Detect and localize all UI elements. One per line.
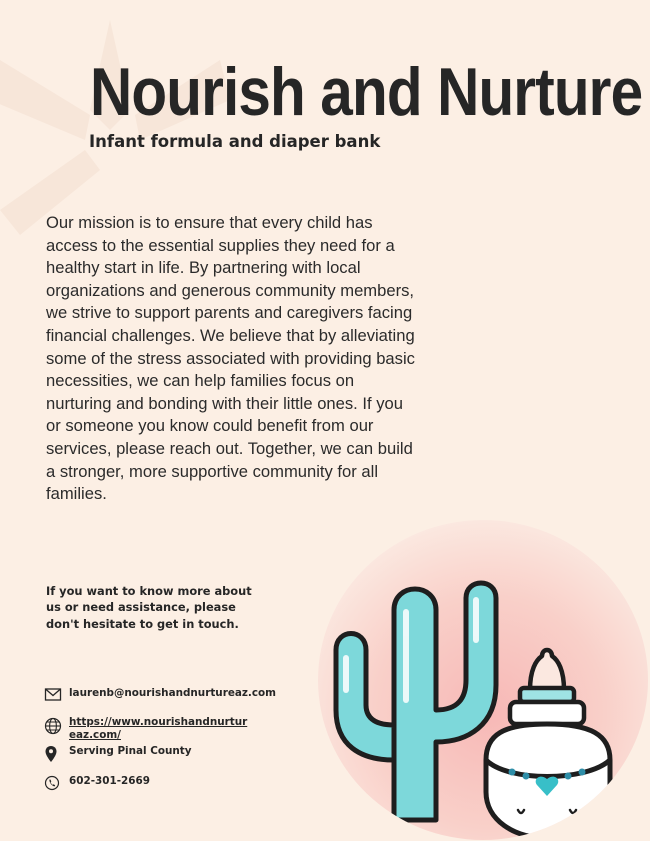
mail-icon — [44, 687, 64, 703]
illustration-graphic — [318, 520, 648, 840]
contact-phone[interactable]: 602-301-2669 — [69, 775, 150, 787]
contact-location-row — [44, 745, 254, 763]
phone-icon — [44, 775, 64, 791]
contact-website-row[interactable] — [44, 716, 249, 742]
map-pin-icon — [44, 745, 64, 763]
contact-email[interactable]: laurenb@nourishandnurtureaz.com — [69, 687, 277, 699]
contact-location: Serving Pinal County — [69, 745, 192, 757]
globe-icon — [44, 716, 64, 736]
page-subtitle: Infant formula and diaper bank — [89, 132, 381, 151]
cactus-bottle-diaper-illustration — [318, 520, 648, 840]
contact-intro: If you want to know more about us or need assistance, please don't hesitate to get in touch. — [46, 584, 252, 631]
mission-statement: Our mission is to ensure that every child has access to the essential supplies they need for a healthy start in life. By partnering with local organizations and generous community members, we strive to support parents and caregivers facing financial challenges. We believe that by alleviating some of the stress associated with providing basic necessities, we can help families focus on nurturing and bonding with their little ones. If you or someone you know could benefit from our services, please reach out. Together, we can build a stronger, more supportive community for all families. — [46, 213, 415, 504]
contact-phone-row[interactable] — [44, 775, 254, 791]
contact-email-row[interactable] — [44, 687, 277, 703]
contact-website-link[interactable]: https://www.nourishandnurtureaz.com/ — [69, 716, 248, 741]
page-title: Nourish and Nurture — [90, 54, 643, 130]
